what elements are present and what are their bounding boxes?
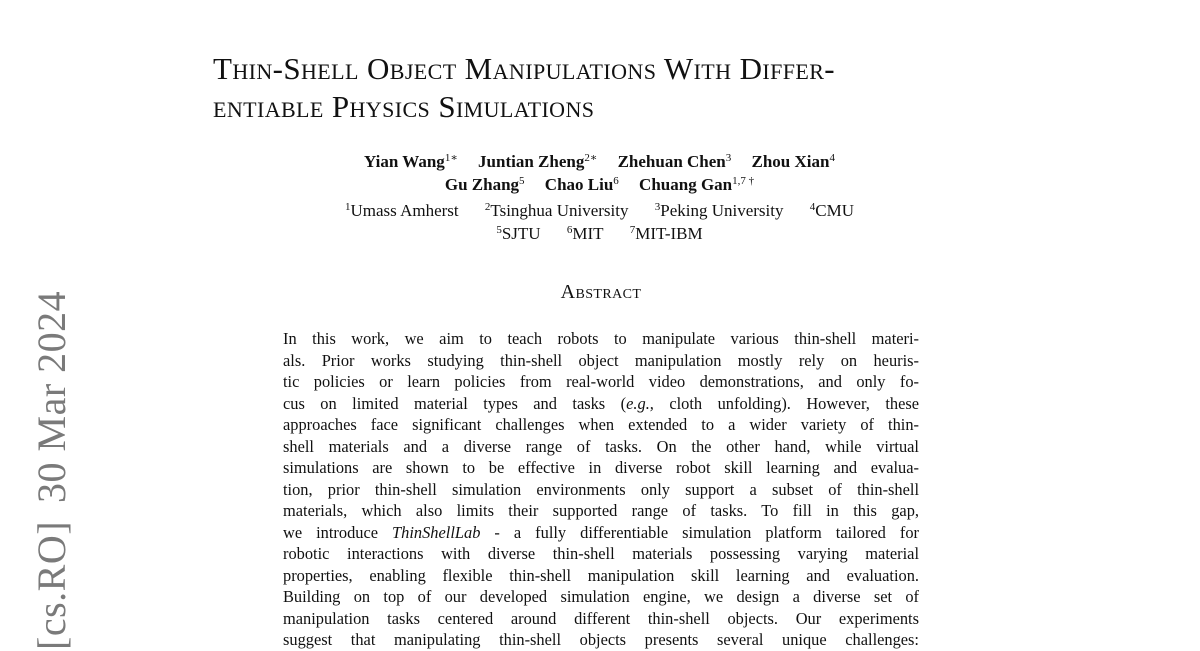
affiliation: $^3$Peking University [654,201,784,220]
abstract-line: suggest that manipulating thin-shell objects presents several unique challenges: [283,630,919,649]
abstract-line: materials, which also limits their supported range of tasks. To fill in this gap, [283,501,919,520]
author-line-2 [213,173,986,196]
abstract-line: In this work, we aim to teach robots to manipulate various thin-shell materi- [283,329,919,348]
arxiv-date: 30 Mar 2024 [29,290,74,503]
title-line-1: Thin-Shell Object Manipulations With Differ- [213,51,836,86]
affiliation: $^6$MIT [566,224,604,243]
abstract-body [283,328,919,651]
author: Chuang Gan$^{1,7 \dagger}$ [639,175,755,194]
author: Juntian Zheng$^{2∗}$ [478,152,598,171]
abstract-line: cus on limited material types and tasks (e.g., cloth unfolding). However, these [283,393,919,413]
abstract-line: tion, prior thin-shell simulation environments only support a subset of thin-shell [283,479,919,499]
affiliation: $^5$SJTU [496,224,541,243]
author: Yian Wang$^{1∗}$ [364,152,458,171]
affiliation-line-1 [213,199,986,222]
abstract-line: robotic interactions with diverse thin-shell materials possessing varying material [283,544,919,563]
abstract-line: tic policies or learn policies from real-world video demonstrations, and only fo- [283,372,919,391]
author-list [213,150,986,196]
author: Gu Zhang$^5$ [444,175,525,194]
abstract-line: manipulation tasks centered around different thin-shell objects. Our experiments [283,608,919,628]
abstract-line: als. Prior works studying thin-shell object manipulation mostly rely on heuris- [283,350,919,370]
author: Chao Liu$^6$ [544,175,619,194]
arxiv-stamp-text [29,291,75,650]
abstract-line: shell materials and a diverse range of tasks. On the other hand, while virtual [283,436,919,456]
affiliation: $^1$Umass Amherst [345,201,459,220]
abstract-line: we introduce ThinShellLab - a fully differentiable simulation platform tailored for [283,522,919,542]
arxiv-category: [cs.RO] [29,520,74,650]
author: Zhehuan Chen$^3$ [617,152,732,171]
abstract-heading: Abstract [560,281,642,303]
paper-title [213,50,1033,126]
abstract-line: approaches face significant challenges when extended to a wider variety of thin- [283,415,919,434]
affiliation-line-2 [213,222,986,245]
affiliation: $^2$Tsinghua University [484,201,629,220]
abstract-line: Building on top of our developed simulation engine, we design a diverse set of [283,587,919,606]
abstract-line: simulations are shown to be effective in diverse robot skill learning and evalua- [283,458,919,477]
affiliation: $^7$MIT-IBM [629,224,703,243]
arxiv-side-stamp [29,290,75,650]
author: Zhou Xian$^4$ [751,152,835,171]
title-line-2: entiable Physics Simulations [213,89,595,124]
abstract-line: properties, enabling flexible thin-shell manipulation skill learning and evaluation. [283,565,919,585]
affiliation-list [213,199,986,245]
affiliation: $^4$CMU [809,201,854,220]
author-line-1 [213,150,986,173]
